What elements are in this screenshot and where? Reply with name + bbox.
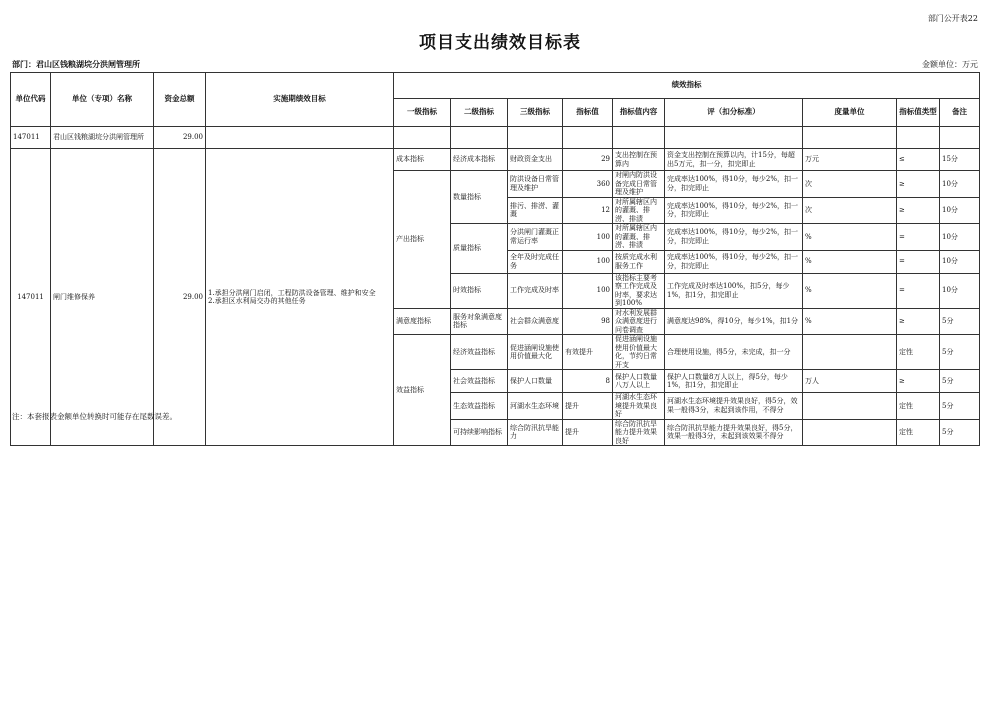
row-l3: 排污、排涝、灌溉 (508, 197, 563, 224)
header-level2: 二级指标 (451, 99, 508, 127)
header-content: 指标值内容 (613, 99, 665, 127)
department-label: 部门：君山区钱粮湖垸分洪闸管理所 (12, 59, 140, 69)
row-type: ≥ (897, 171, 940, 198)
row-l3: 全年及时完成任务 (508, 250, 563, 273)
header-measure-unit: 度量单位 (803, 99, 897, 127)
header-value: 指标值 (563, 99, 613, 127)
row-type: 定性 (897, 335, 940, 370)
row-content: 对所属辖区内的灌溉、排涝、排渍 (613, 197, 665, 224)
header-unit-code: 单位代码 (11, 73, 51, 127)
summary-code: 147011 (11, 127, 51, 149)
row-l2: 时效指标 (451, 273, 508, 308)
row-remark: 5分 (940, 370, 980, 393)
header-level1: 一级指标 (394, 99, 451, 127)
row-scoring: 完成率达100%，得10分，每少2%，扣一分，扣完即止 (665, 224, 803, 251)
row-scoring: 资金支出控制在预算以内，计15分，每超出5万元，扣一分，扣完即止 (665, 149, 803, 171)
row-content: 对所属辖区内的灌溉、排涝、排渍 (613, 224, 665, 251)
row-value: 100 (563, 250, 613, 273)
row-unit: % (803, 308, 897, 335)
row-type: = (897, 224, 940, 251)
row-scoring: 工作完成及时率达100%，扣5分，每少1%，扣1分，扣完即止 (665, 273, 803, 308)
row-content: 保护人口数量八万人以上 (613, 370, 665, 393)
summary-amount: 29.00 (154, 127, 206, 149)
row-l1: 产出指标 (394, 171, 451, 309)
row-l3: 保护人口数量 (508, 370, 563, 393)
project-target: 1.承担分洪闸门启闭，工程防洪设备管理、维护和安全 2.承担区水利局交办的其他任务 (206, 149, 394, 446)
footnote: 注：本套报表金额单位转换时可能存在尾数误差。 (12, 412, 177, 421)
table-number-label: 部门公开表22 (927, 14, 978, 23)
row-unit: 万人 (803, 370, 897, 393)
row-l2: 经济效益指标 (451, 335, 508, 370)
row-value: 100 (563, 224, 613, 251)
row-l3: 社会群众满意度 (508, 308, 563, 335)
row-remark: 15分 (940, 149, 980, 171)
row-value: 100 (563, 273, 613, 308)
row-remark: 5分 (940, 335, 980, 370)
row-l2: 质量指标 (451, 224, 508, 274)
row-content: 河湖水生态环境提升效果良好 (613, 393, 665, 420)
row-l1: 效益指标 (394, 335, 451, 446)
row-type: = (897, 273, 940, 308)
row-content: 对闸内防洪设备完成日常管理及维护 (613, 171, 665, 198)
row-value: 29 (563, 149, 613, 171)
row-scoring: 完成率达100%，得10分，每少2%，扣一分，扣完即止 (665, 171, 803, 198)
performance-target-table (10, 72, 980, 446)
row-unit: % (803, 273, 897, 308)
row-l3: 防洪设备日常管理及维护 (508, 171, 563, 198)
row-remark: 10分 (940, 224, 980, 251)
row-unit (803, 419, 897, 446)
row-l3: 促进涵闸设施使用价值最大化 (508, 335, 563, 370)
row-type: ≥ (897, 308, 940, 335)
row-content: 综合防汛抗旱能力提升效果良好 (613, 419, 665, 446)
table-row (11, 149, 980, 171)
row-remark: 5分 (940, 393, 980, 420)
row-scoring: 合理使用设施，得5分，未完成，扣一分 (665, 335, 803, 370)
row-l1: 满意度指标 (394, 308, 451, 335)
row-content: 促进涵闸设施使用价值最大化，节约日常开支 (613, 335, 665, 370)
row-scoring: 保护人口数量8万人以上，得5分，每少1%，扣1分，扣完即止 (665, 370, 803, 393)
row-value: 8 (563, 370, 613, 393)
row-l3: 财政资金支出 (508, 149, 563, 171)
header-target: 实施期绩效目标 (206, 73, 394, 127)
header-level3: 三级指标 (508, 99, 563, 127)
row-l2: 生态效益指标 (451, 393, 508, 420)
row-type: ≥ (897, 197, 940, 224)
amount-unit-label: 金额单位：万元 (922, 60, 978, 69)
row-l2: 社会效益指标 (451, 370, 508, 393)
row-l2: 经济成本指标 (451, 149, 508, 171)
row-unit: 次 (803, 197, 897, 224)
row-unit: % (803, 250, 897, 273)
row-value: 有效提升 (563, 335, 613, 370)
row-unit: 万元 (803, 149, 897, 171)
project-name: 闸门维修保养 (51, 149, 154, 446)
row-type: ≤ (897, 149, 940, 171)
row-remark: 10分 (940, 171, 980, 198)
row-content: 按质完成水利服务工作 (613, 250, 665, 273)
row-unit: % (803, 224, 897, 251)
row-scoring: 完成率达100%，得10分，每少2%，扣一分，扣完即止 (665, 250, 803, 273)
project-code: 147011 (11, 149, 51, 446)
row-remark: 10分 (940, 197, 980, 224)
row-l3: 工作完成及时率 (508, 273, 563, 308)
row-value: 提升 (563, 393, 613, 420)
row-scoring: 河湖水生态环境提升效果良好，得5分，效果一般得3分，未起到该作用，不得分 (665, 393, 803, 420)
row-content: 支出控制在预算内 (613, 149, 665, 171)
header-value-type: 指标值类型 (897, 99, 940, 127)
row-value: 提升 (563, 419, 613, 446)
row-remark: 10分 (940, 250, 980, 273)
row-unit: 次 (803, 171, 897, 198)
header-unit-name: 单位（专项）名称 (51, 73, 154, 127)
project-amount: 29.00 (154, 149, 206, 446)
header-scoring: 评（扣分标准） (665, 99, 803, 127)
row-value: 98 (563, 308, 613, 335)
row-l2: 服务对象满意度指标 (451, 308, 508, 335)
row-type: 定性 (897, 419, 940, 446)
row-l2: 数量指标 (451, 171, 508, 224)
header-remark: 备注 (940, 99, 980, 127)
row-unit (803, 393, 897, 420)
row-type: ≥ (897, 370, 940, 393)
row-unit (803, 335, 897, 370)
row-l1: 成本指标 (394, 149, 451, 171)
row-scoring: 综合防汛抗旱能力提升效果良好，得5分，效果一般得3分，未起到该效果不得分 (665, 419, 803, 446)
header-total-funds: 资金总额 (154, 73, 206, 127)
row-remark: 10分 (940, 273, 980, 308)
row-remark: 5分 (940, 419, 980, 446)
row-l3: 分洪闸门灌溉正常运行率 (508, 224, 563, 251)
header-perf-indicators: 绩效指标 (394, 73, 980, 99)
row-type: 定性 (897, 393, 940, 420)
row-content: 该指标主要考察工作完成及时率，要求达到100% (613, 273, 665, 308)
row-value: 360 (563, 171, 613, 198)
row-content: 对水利发展群众满意度进行问卷调查 (613, 308, 665, 335)
summary-row (11, 127, 980, 149)
row-l3: 综合防汛抗旱能力 (508, 419, 563, 446)
row-scoring: 满意度达98%，得10分，每少1%，扣1分 (665, 308, 803, 335)
row-remark: 5分 (940, 308, 980, 335)
row-scoring: 完成率达100%，得10分，每少2%，扣一分，扣完即止 (665, 197, 803, 224)
row-type: = (897, 250, 940, 273)
row-l3: 河湖水生态环境 (508, 393, 563, 420)
page-title: 项目支出绩效目标表 (419, 33, 581, 53)
row-l2: 可持续影响指标 (451, 419, 508, 446)
row-value: 12 (563, 197, 613, 224)
summary-name: 君山区钱粮湖垸分洪闸管理所 (51, 127, 154, 149)
